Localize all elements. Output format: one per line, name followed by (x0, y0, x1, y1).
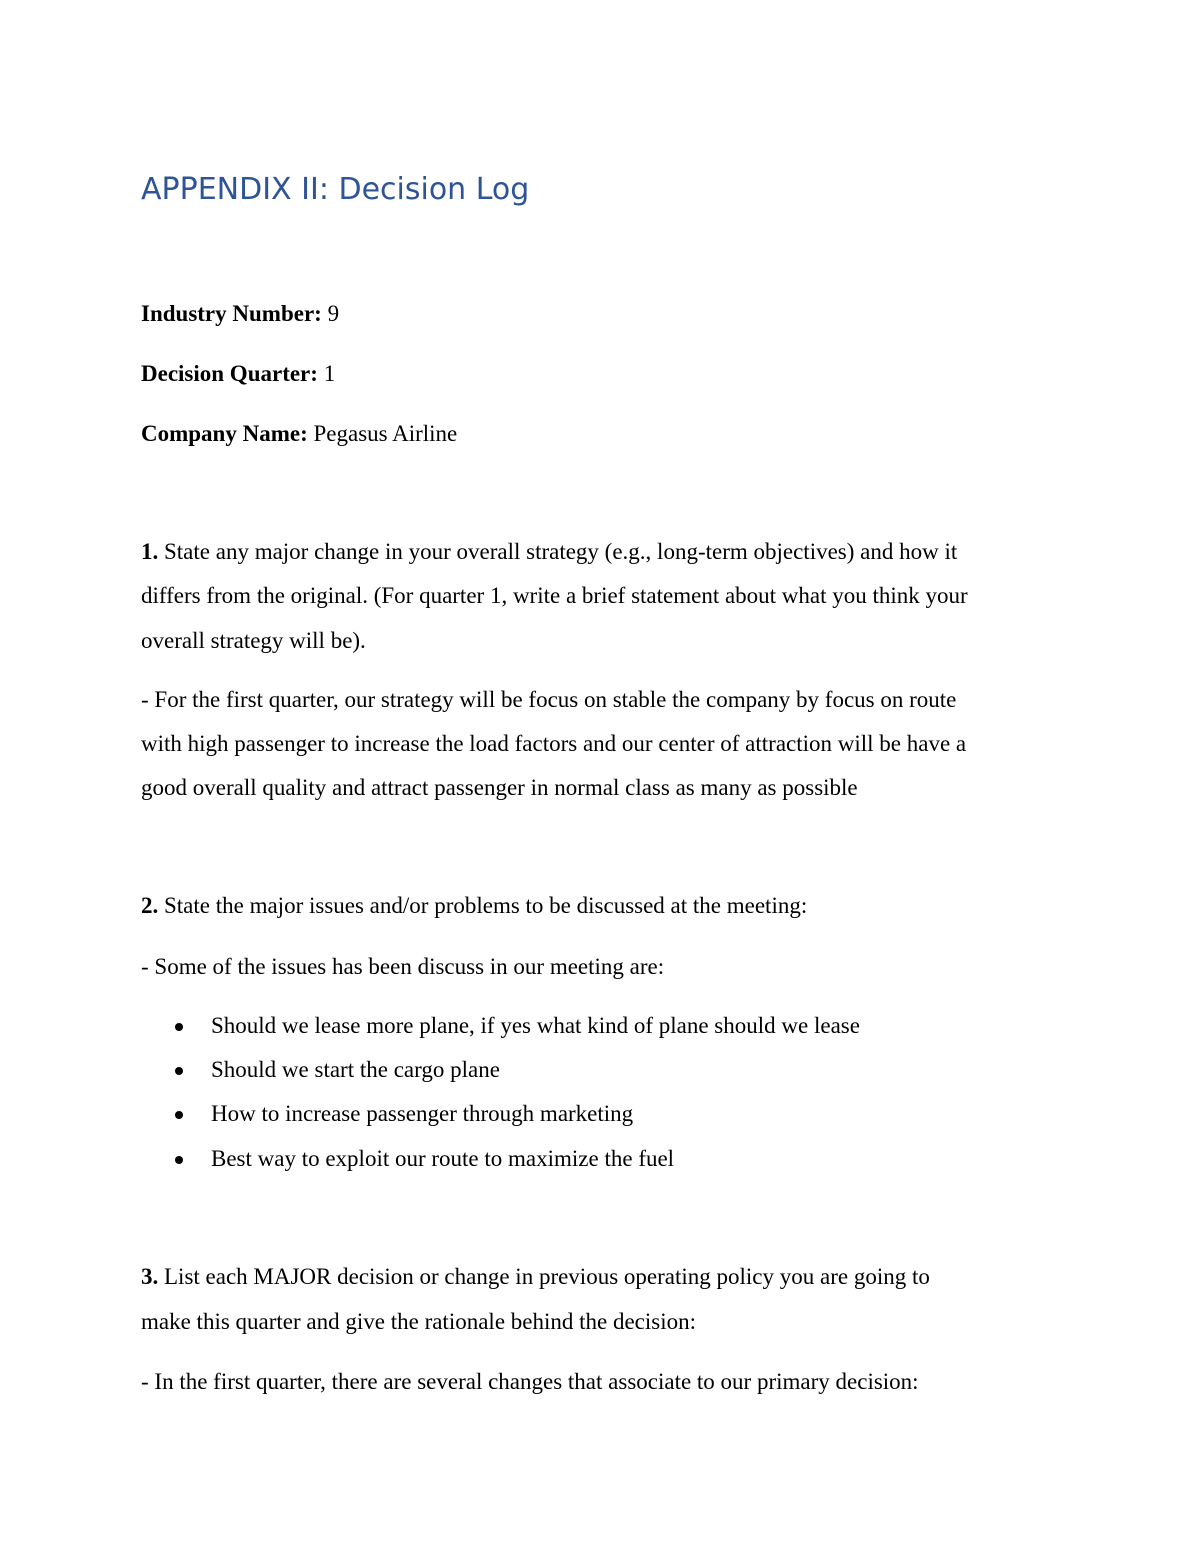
company-name-field (141, 419, 457, 449)
list-item-text: Best way to exploit our route to maximize the fuel (211, 1146, 675, 1171)
question-2-text: State the major issues and/or problems to be discussed at the meeting: (158, 893, 808, 918)
answer-1-line-3: good overall quality and attract passenger in normal class as many as possible (141, 775, 858, 800)
decision-quarter-field (141, 359, 335, 389)
answer-1-line-1: - For the first quarter, our strategy will be focus on stable the company by focus on route (141, 687, 957, 712)
industry-number-value: 9 (321, 301, 340, 326)
question-3-line-2: make this quarter and give the rationale behind the decision: (141, 1309, 697, 1334)
decision-quarter-value: 1 (317, 361, 336, 386)
question-1-text: State any major change in your overall strategy (e.g., long-term objectives) and how it (158, 539, 958, 564)
question-3-line-1 (141, 1262, 930, 1292)
answer-1-line-2: with high passenger to increase the load factors and our center of attraction will be have a (141, 731, 967, 756)
list-item-text: How to increase passenger through marketing (211, 1101, 634, 1126)
bullet-icon (175, 1023, 183, 1031)
question-1-line-3: overall strategy will be). (141, 628, 366, 653)
bullet-icon (175, 1111, 183, 1119)
company-name-value: Pegasus Airline (307, 421, 458, 446)
company-name-label: Company Name: (141, 421, 308, 446)
answer-2-intro: - Some of the issues has been discuss in our meeting are: (141, 954, 665, 979)
list-item-text: Should we lease more plane, if yes what kind of plane should we lease (211, 1013, 860, 1038)
answer-3-line-1: - In the first quarter, there are several changes that associate to our primary decision: (141, 1369, 919, 1394)
bullet-icon (175, 1156, 183, 1164)
question-1-line-1 (141, 537, 957, 567)
list-item-text: Should we start the cargo plane (211, 1057, 500, 1082)
question-2-line (141, 891, 807, 921)
bullet-icon (175, 1067, 183, 1075)
decision-quarter-label: Decision Quarter: (141, 361, 318, 386)
industry-number-field (141, 299, 339, 329)
question-3-text: List each MAJOR decision or change in previous operating policy you are going to (158, 1264, 930, 1289)
question-3-number: 3. (141, 1264, 159, 1289)
question-1-number: 1. (141, 539, 159, 564)
question-1-line-2: differs from the original. (For quarter 1, write a brief statement about what you think your (141, 583, 968, 608)
question-2-number: 2. (141, 893, 159, 918)
industry-number-label: Industry Number: (141, 301, 322, 326)
page-title: APPENDIX II: Decision Log (141, 172, 530, 207)
